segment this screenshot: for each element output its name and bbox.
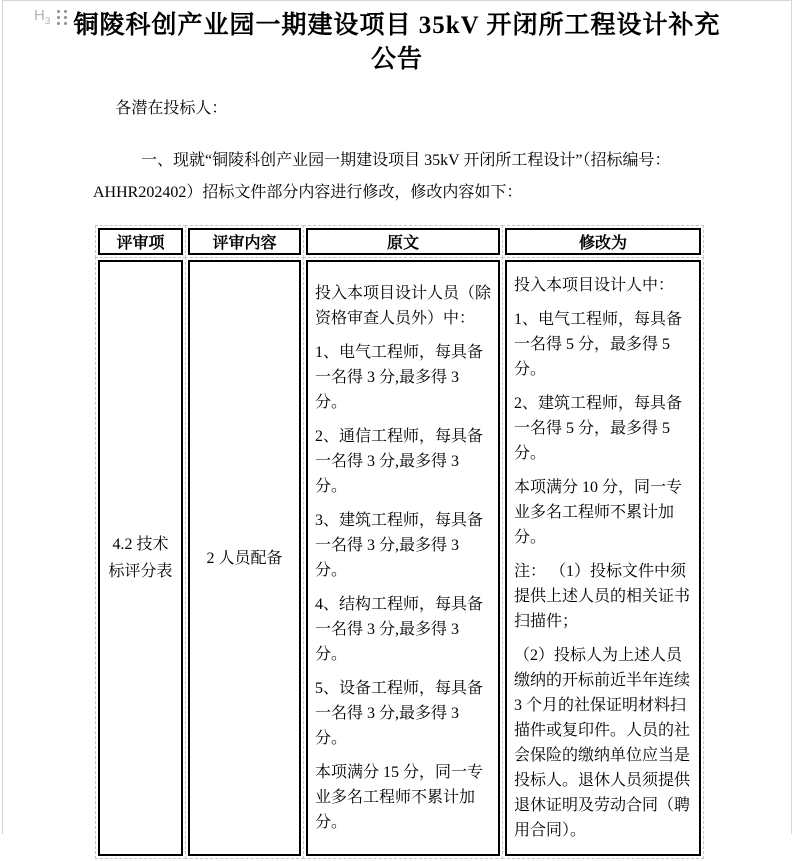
original-paragraph: 4、结构工程师，每具备一名得 3 分,最多得 3 分。	[315, 596, 484, 663]
intro-paragraph: 一、现就“铜陵科创产业园一期建设项目 35kV 开闭所工程设计”（招标编号：AHHR202402）招标文件部分内容进行修改，修改内容如下：	[93, 152, 671, 201]
review-table	[93, 223, 706, 861]
revised-paragraph: 1、电气工程师，每具备一名得 5 分，最多得 5 分。	[514, 311, 683, 378]
drag-handle-icon[interactable]	[57, 8, 67, 25]
cell-review-content: 2 人员配备	[188, 260, 301, 856]
original-paragraph: 2、通信工程师，每具备一名得 3 分,最多得 3 分。	[315, 428, 484, 495]
heading-badge-level: 3	[44, 16, 51, 27]
original-paragraph: 1、电气工程师，每具备一名得 3 分,最多得 3 分。	[315, 344, 484, 411]
header-review-item: 评审项	[98, 228, 183, 255]
table-header-row	[98, 228, 701, 255]
revised-paragraph: 本项满分 10 分，同一专业多名工程师不累计加分。	[514, 479, 683, 546]
block-controls	[34, 8, 67, 27]
original-paragraph: 5、设备工程师，每具备一名得 3 分,最多得 3 分。	[315, 680, 484, 747]
cell-review-item: 4.2 技术标评分表	[98, 260, 183, 856]
table-row	[98, 260, 701, 856]
revised-paragraph: 2、建筑工程师，每具备一名得 5 分，最多得 5 分。	[514, 395, 683, 462]
revised-paragraph: （2）投标人为上述人员缴纳的开标前近半年连续 3 个月的社保证明材料扫描件或复印件。人员的社会保险的缴纳单位应当是投标人。退休人员须提供退休证明及劳动合同（聘用合同）。	[514, 647, 691, 839]
heading-level-badge	[34, 8, 50, 27]
document-title: 铜陵科创产业园一期建设项目 35kV 开闭所工程设计补充公告	[73, 12, 721, 73]
salutation-paragraph: 各潜在投标人：	[115, 100, 228, 117]
heading-badge-letter: H	[34, 7, 45, 24]
original-paragraph: 本项满分 15 分，同一专业多名工程师不累计加分。	[315, 764, 484, 831]
header-original-text: 原文	[306, 228, 500, 255]
revised-paragraph: 注： （1）投标文件中须提供上述人员的相关证书扫描件；	[514, 563, 691, 630]
cell-original-text	[306, 260, 500, 856]
header-review-content: 评审内容	[188, 228, 301, 255]
original-paragraph: 3、建筑工程师，每具备一名得 3 分,最多得 3 分。	[315, 512, 484, 579]
document-page	[2, 0, 792, 839]
header-revised-text: 修改为	[505, 228, 701, 255]
cell-revised-text	[505, 260, 701, 856]
original-paragraph: 投入本项目设计人员（除资格审查人员外）中：	[315, 285, 492, 327]
revised-paragraph: 投入本项目设计人中：	[514, 277, 675, 294]
